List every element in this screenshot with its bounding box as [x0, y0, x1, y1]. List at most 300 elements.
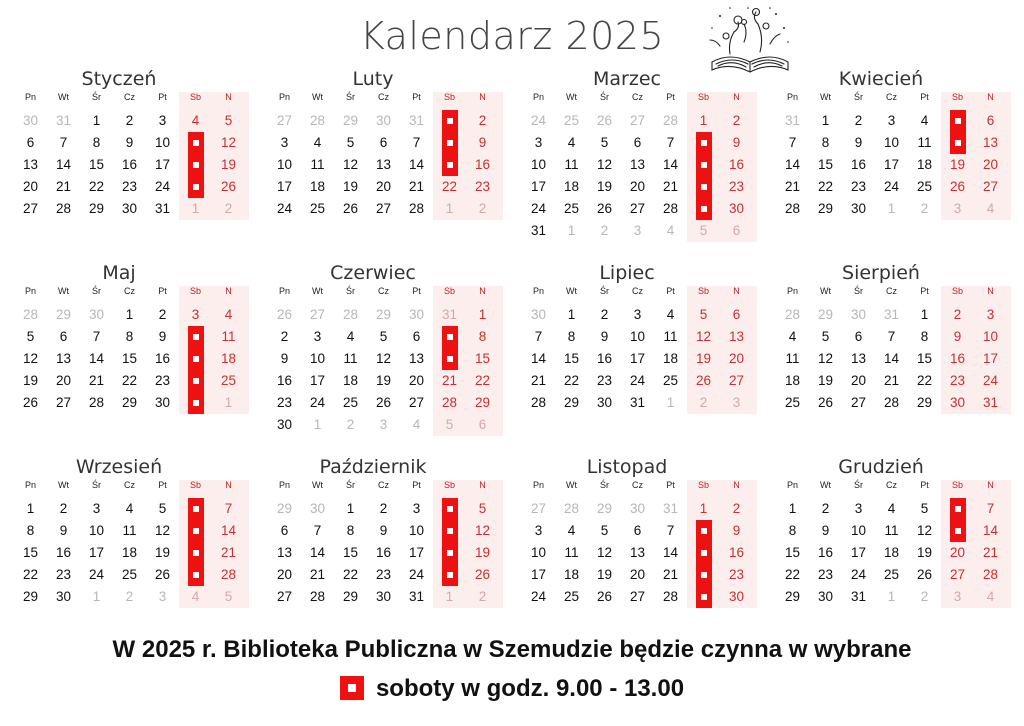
day-cell: 27: [629, 113, 646, 128]
day-cell: 6: [59, 329, 68, 344]
day-cell: 18: [220, 351, 237, 366]
weekday-header: Śr: [600, 480, 609, 490]
day-cell: 4: [986, 201, 995, 216]
open-saturday-marker: [442, 498, 458, 586]
day-cell: 1: [445, 589, 454, 604]
day-cell: 24: [982, 373, 999, 388]
weekday-header: Śr: [346, 480, 355, 490]
day-cell: 7: [534, 329, 543, 344]
day-cell: 31: [784, 113, 801, 128]
day-cell: 27: [408, 395, 425, 410]
day-cell: 3: [854, 501, 863, 516]
open-saturday-marker: [188, 132, 204, 198]
day-cell: 30: [22, 113, 39, 128]
weekday-header: Pn: [532, 286, 544, 296]
day-cell: 2: [224, 201, 233, 216]
day-cell: 2: [732, 113, 741, 128]
weekday-header: Pt: [158, 286, 167, 296]
day-cell: 31: [629, 395, 646, 410]
weekday-header: Pn: [532, 480, 544, 490]
day-cell: 28: [220, 567, 237, 582]
day-cell: 8: [478, 329, 487, 344]
day-cell: 22: [22, 567, 39, 582]
day-cell: 26: [154, 567, 171, 582]
day-cell: 31: [982, 395, 999, 410]
day-cell: 19: [949, 157, 966, 172]
weekday-header: Pn: [278, 92, 290, 102]
day-cell: 22: [916, 373, 933, 388]
day-cell: 17: [154, 157, 171, 172]
day-cell: 13: [982, 135, 999, 150]
day-cell: 2: [478, 589, 487, 604]
weekday-header: Sb: [951, 480, 963, 490]
day-cell: 5: [699, 223, 708, 238]
day-cell: 26: [220, 179, 237, 194]
day-cell: 18: [563, 179, 580, 194]
day-cell: 5: [26, 329, 35, 344]
weekday-header: Cz: [124, 92, 135, 102]
day-cell: 31: [441, 307, 458, 322]
footer-line-2: [0, 675, 1024, 703]
day-cell: 6: [379, 135, 388, 150]
day-cell: 1: [224, 395, 233, 410]
day-cell: 12: [695, 329, 712, 344]
day-cell: 3: [887, 113, 896, 128]
day-cell: 4: [666, 223, 675, 238]
day-cell: 15: [121, 351, 138, 366]
day-cell: 18: [662, 351, 679, 366]
day-cell: 6: [633, 523, 642, 538]
open-saturday-marker: [696, 132, 712, 220]
weekday-header: Sb: [443, 480, 455, 490]
weekday-header: Pt: [666, 286, 675, 296]
day-cell: 27: [982, 179, 999, 194]
day-cell: 16: [596, 351, 613, 366]
day-cell: 29: [784, 589, 801, 604]
day-cell: 6: [732, 307, 741, 322]
day-cell: 19: [22, 373, 39, 388]
day-cell: 17: [982, 351, 999, 366]
day-cell: 6: [633, 135, 642, 150]
weekday-header: Wt: [820, 92, 831, 102]
day-cell: 28: [662, 113, 679, 128]
day-cell: 8: [821, 135, 830, 150]
day-cell: 10: [629, 329, 646, 344]
day-cell: 13: [850, 351, 867, 366]
day-cell: 22: [817, 179, 834, 194]
day-cell: 28: [563, 501, 580, 516]
open-saturday-marker: [188, 498, 204, 586]
day-cell: 25: [916, 179, 933, 194]
day-cell: 13: [629, 157, 646, 172]
day-cell: 22: [474, 373, 491, 388]
month-name: Wrzesień: [75, 456, 163, 478]
day-cell: 16: [728, 545, 745, 560]
day-cell: 9: [732, 523, 741, 538]
day-cell: 27: [530, 501, 547, 516]
day-cell: 4: [125, 501, 134, 516]
weekday-header: N: [479, 286, 486, 296]
day-cell: 3: [379, 417, 388, 432]
day-cell: 5: [478, 501, 487, 516]
day-cell: 3: [158, 589, 167, 604]
weekday-header: Sb: [697, 92, 709, 102]
day-cell: 30: [728, 201, 745, 216]
day-cell: 1: [92, 589, 101, 604]
day-cell: 29: [563, 395, 580, 410]
day-cell: 6: [732, 223, 741, 238]
day-cell: 10: [88, 523, 105, 538]
day-cell: 28: [530, 395, 547, 410]
day-cell: 29: [22, 589, 39, 604]
day-cell: 23: [55, 567, 72, 582]
day-cell: 2: [920, 589, 929, 604]
day-cell: 1: [567, 223, 576, 238]
day-cell: 2: [125, 113, 134, 128]
weekday-header: Pn: [24, 480, 36, 490]
weekday-header: Wt: [312, 480, 323, 490]
day-cell: 7: [92, 329, 101, 344]
day-cell: 20: [276, 567, 293, 582]
day-cell: 22: [342, 567, 359, 582]
day-cell: 28: [309, 589, 326, 604]
day-cell: 29: [474, 395, 491, 410]
day-cell: 9: [125, 135, 134, 150]
day-cell: 29: [596, 501, 613, 516]
day-cell: 17: [629, 351, 646, 366]
day-cell: 27: [728, 373, 745, 388]
day-cell: 28: [55, 201, 72, 216]
day-cell: 31: [530, 223, 547, 238]
day-cell: 10: [850, 523, 867, 538]
day-cell: 2: [59, 501, 68, 516]
day-cell: 26: [375, 395, 392, 410]
weekday-header: Wt: [58, 92, 69, 102]
day-cell: 12: [342, 157, 359, 172]
day-cell: 2: [732, 501, 741, 516]
day-cell: 23: [474, 179, 491, 194]
weekday-header: Pn: [278, 286, 290, 296]
month-name: Lipiec: [599, 262, 655, 284]
day-cell: 8: [567, 329, 576, 344]
weekday-header: Pn: [786, 92, 798, 102]
day-cell: 20: [55, 373, 72, 388]
day-cell: 28: [883, 395, 900, 410]
day-cell: 28: [309, 113, 326, 128]
day-cell: 30: [375, 589, 392, 604]
day-cell: 8: [26, 523, 35, 538]
day-cell: 24: [309, 395, 326, 410]
day-cell: 18: [309, 179, 326, 194]
weekday-header: Śr: [346, 286, 355, 296]
day-cell: 4: [191, 589, 200, 604]
day-cell: 6: [412, 329, 421, 344]
weekday-header: Śr: [854, 286, 863, 296]
day-cell: 14: [662, 157, 679, 172]
weekday-header: Wt: [312, 286, 323, 296]
month-name: Kwiecień: [838, 68, 924, 90]
open-saturday-marker: [696, 520, 712, 608]
month-name: Maj: [102, 262, 136, 284]
weekday-header: Pn: [24, 286, 36, 296]
day-cell: 8: [788, 523, 797, 538]
day-cell: 21: [982, 545, 999, 560]
day-cell: 12: [817, 351, 834, 366]
day-cell: 28: [88, 395, 105, 410]
day-cell: 30: [121, 201, 138, 216]
day-cell: 12: [375, 351, 392, 366]
day-cell: 23: [728, 179, 745, 194]
day-cell: 3: [633, 223, 642, 238]
day-cell: 7: [666, 135, 675, 150]
day-cell: 14: [309, 545, 326, 560]
day-cell: 19: [375, 373, 392, 388]
day-cell: 12: [22, 351, 39, 366]
day-cell: 18: [563, 567, 580, 582]
day-cell: 29: [817, 307, 834, 322]
day-cell: 9: [158, 329, 167, 344]
day-cell: 17: [530, 179, 547, 194]
day-cell: 4: [986, 589, 995, 604]
weekday-header: Pn: [786, 286, 798, 296]
weekday-header: Śr: [600, 92, 609, 102]
day-cell: 19: [695, 351, 712, 366]
day-cell: 24: [629, 373, 646, 388]
day-cell: 1: [699, 113, 708, 128]
day-cell: 27: [629, 589, 646, 604]
day-cell: 1: [92, 113, 101, 128]
day-cell: 31: [55, 113, 72, 128]
month-name: Czerwiec: [330, 262, 416, 284]
day-cell: 25: [784, 395, 801, 410]
day-cell: 30: [850, 307, 867, 322]
day-cell: 4: [412, 417, 421, 432]
weekday-header: Wt: [566, 286, 577, 296]
day-cell: 28: [408, 201, 425, 216]
day-cell: 17: [88, 545, 105, 560]
day-cell: 1: [666, 395, 675, 410]
weekday-header: Cz: [378, 92, 389, 102]
day-cell: 21: [441, 373, 458, 388]
day-cell: 20: [850, 373, 867, 388]
day-cell: 1: [567, 307, 576, 322]
day-cell: 26: [276, 307, 293, 322]
day-cell: 29: [342, 589, 359, 604]
day-cell: 4: [567, 135, 576, 150]
day-cell: 9: [854, 135, 863, 150]
day-cell: 26: [596, 113, 613, 128]
day-cell: 29: [817, 201, 834, 216]
day-cell: 20: [982, 157, 999, 172]
weekday-header: Pt: [666, 92, 675, 102]
day-cell: 9: [821, 523, 830, 538]
day-cell: 4: [887, 501, 896, 516]
day-cell: 30: [629, 501, 646, 516]
weekday-header: N: [225, 92, 232, 102]
weekday-header: Cz: [632, 92, 643, 102]
day-cell: 15: [784, 545, 801, 560]
day-cell: 8: [346, 523, 355, 538]
day-cell: 2: [280, 329, 289, 344]
day-cell: 18: [883, 545, 900, 560]
day-cell: 31: [850, 589, 867, 604]
day-cell: 11: [884, 523, 899, 538]
month-name: Marzec: [593, 68, 661, 90]
day-cell: 13: [728, 329, 745, 344]
weekday-header: Pt: [412, 92, 421, 102]
day-cell: 28: [22, 307, 39, 322]
day-cell: 25: [563, 201, 580, 216]
day-cell: 26: [342, 201, 359, 216]
weekday-header: Pt: [920, 480, 929, 490]
day-cell: 16: [949, 351, 966, 366]
day-cell: 21: [408, 179, 425, 194]
weekday-header: Cz: [632, 480, 643, 490]
weekday-header: Pt: [666, 480, 675, 490]
day-cell: 16: [121, 157, 138, 172]
day-cell: 28: [441, 395, 458, 410]
day-cell: 2: [920, 201, 929, 216]
day-cell: 24: [530, 589, 547, 604]
day-cell: 14: [220, 523, 237, 538]
footer-line-2-text: soboty w godz. 9.00 - 13.00: [375, 675, 685, 702]
day-cell: 22: [784, 567, 801, 582]
weekday-header: Sb: [443, 286, 455, 296]
day-cell: 9: [379, 523, 388, 538]
day-cell: 25: [563, 589, 580, 604]
day-cell: 3: [953, 201, 962, 216]
day-cell: 3: [732, 395, 741, 410]
day-cell: 17: [530, 567, 547, 582]
day-cell: 5: [224, 589, 233, 604]
day-cell: 29: [916, 395, 933, 410]
day-cell: 26: [596, 201, 613, 216]
day-cell: 2: [478, 113, 487, 128]
day-cell: 25: [883, 567, 900, 582]
day-cell: 3: [313, 329, 322, 344]
day-cell: 23: [817, 567, 834, 582]
day-cell: 15: [817, 157, 834, 172]
day-cell: 1: [125, 307, 134, 322]
weekday-header: Sb: [443, 92, 455, 102]
day-cell: 8: [125, 329, 134, 344]
day-cell: 20: [629, 179, 646, 194]
day-cell: 19: [916, 545, 933, 560]
day-cell: 29: [121, 395, 138, 410]
day-cell: 2: [821, 501, 830, 516]
day-cell: 27: [309, 307, 326, 322]
day-cell: 2: [125, 589, 134, 604]
day-cell: 31: [408, 113, 425, 128]
open-saturday-marker: [442, 326, 458, 370]
day-cell: 4: [191, 113, 200, 128]
day-cell: 20: [629, 567, 646, 582]
day-cell: 19: [220, 157, 237, 172]
day-cell: 16: [154, 351, 171, 366]
day-cell: 2: [953, 307, 962, 322]
day-cell: 30: [728, 589, 745, 604]
weekday-header: N: [479, 480, 486, 490]
day-cell: 16: [817, 545, 834, 560]
day-cell: 5: [379, 329, 388, 344]
weekday-header: Wt: [820, 480, 831, 490]
day-cell: 12: [474, 523, 491, 538]
day-cell: 15: [916, 351, 933, 366]
day-cell: 14: [88, 351, 105, 366]
day-cell: 10: [276, 157, 293, 172]
day-cell: 23: [276, 395, 293, 410]
weekday-header: Sb: [951, 92, 963, 102]
day-cell: 3: [986, 307, 995, 322]
day-cell: 16: [728, 157, 745, 172]
day-cell: 21: [662, 179, 679, 194]
weekday-header: Śr: [346, 92, 355, 102]
day-cell: 7: [313, 523, 322, 538]
day-cell: 3: [534, 523, 543, 538]
day-cell: 30: [408, 307, 425, 322]
day-cell: 22: [563, 373, 580, 388]
day-cell: 25: [121, 567, 138, 582]
day-cell: 9: [59, 523, 68, 538]
day-cell: 21: [55, 179, 72, 194]
weekday-header: Pn: [278, 480, 290, 490]
month-name: Listopad: [586, 456, 668, 478]
weekday-header: N: [733, 480, 740, 490]
weekday-header: Wt: [58, 480, 69, 490]
day-cell: 18: [784, 373, 801, 388]
day-cell: 3: [191, 307, 200, 322]
day-cell: 13: [408, 351, 425, 366]
day-cell: 30: [596, 395, 613, 410]
day-cell: 2: [346, 417, 355, 432]
day-cell: 24: [530, 201, 547, 216]
day-cell: 25: [342, 395, 359, 410]
day-cell: 21: [530, 373, 547, 388]
day-cell: 29: [342, 113, 359, 128]
day-cell: 1: [920, 307, 929, 322]
day-cell: 7: [986, 501, 995, 516]
day-cell: 27: [629, 201, 646, 216]
day-cell: 5: [821, 329, 830, 344]
day-cell: 16: [55, 545, 72, 560]
day-cell: 24: [154, 179, 171, 194]
day-cell: 30: [530, 307, 547, 322]
day-cell: 27: [276, 589, 293, 604]
day-cell: 1: [346, 501, 355, 516]
day-cell: 31: [883, 307, 900, 322]
weekday-header: Śr: [92, 480, 101, 490]
day-cell: 16: [474, 157, 491, 172]
day-cell: 30: [154, 395, 171, 410]
day-cell: 6: [280, 523, 289, 538]
weekday-header: Śr: [92, 286, 101, 296]
day-cell: 12: [154, 523, 171, 538]
weekday-header: Sb: [697, 480, 709, 490]
day-cell: 7: [666, 523, 675, 538]
day-cell: 14: [883, 351, 900, 366]
day-cell: 20: [949, 545, 966, 560]
day-cell: 12: [596, 545, 613, 560]
day-cell: 28: [342, 307, 359, 322]
weekday-header: Pn: [24, 92, 36, 102]
weekday-header: Pt: [158, 480, 167, 490]
weekday-header: Pt: [158, 92, 167, 102]
month-name: Luty: [352, 68, 394, 90]
day-cell: 28: [784, 307, 801, 322]
day-cell: 26: [949, 179, 966, 194]
open-saturday-marker: [442, 110, 458, 176]
day-cell: 11: [785, 351, 800, 366]
